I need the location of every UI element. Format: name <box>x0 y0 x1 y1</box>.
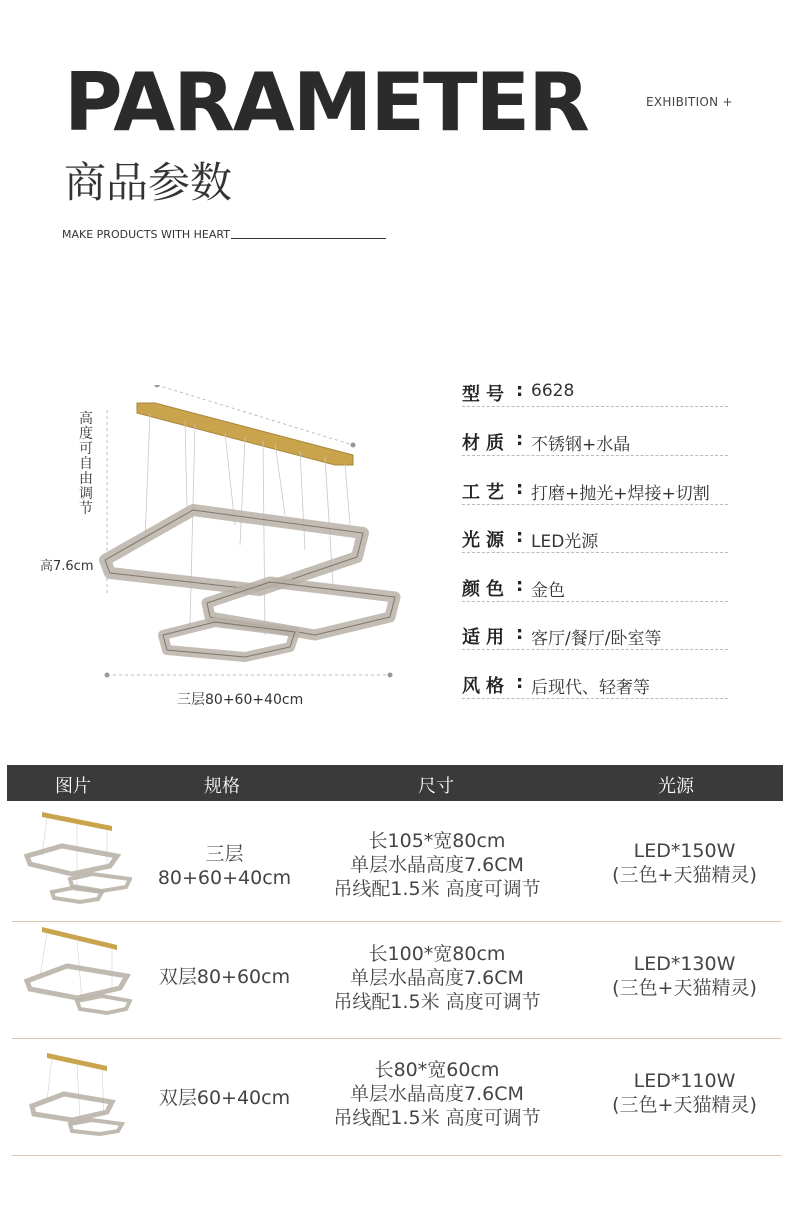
spec-row-craft: 工艺 : 打磨+抛光+焊接+切割 <box>462 476 728 505</box>
size-line: 吊线配1.5米 高度可调节 <box>333 991 541 1013</box>
column-header-picture: 图片 <box>55 776 91 797</box>
light-line: LED*110W <box>633 1070 736 1092</box>
product-thumbnail <box>22 921 132 1026</box>
size-line: 单层水晶高度7.6CM <box>350 967 524 989</box>
slogan-divider <box>231 238 386 239</box>
table-row <box>12 804 782 922</box>
row-light <box>597 1069 772 1117</box>
row-spec-line2: 80+60+40cm <box>157 867 292 889</box>
row-spec-line1: 双层80+60cm <box>158 966 291 988</box>
crystal-height-label: 高7.6cm <box>40 559 94 574</box>
column-header-light: 光源 <box>658 776 694 797</box>
page-subtitle: 商品参数 <box>64 158 233 207</box>
spec-value: 不锈钢+水晶 <box>531 435 631 455</box>
row-size <box>312 829 562 901</box>
light-line: LED*130W <box>633 953 736 975</box>
spec-key: 适用 <box>462 627 510 648</box>
row-light <box>597 952 772 1000</box>
spec-key: 颜色 <box>462 579 510 600</box>
spec-value: 打磨+抛光+焊接+切割 <box>531 484 710 504</box>
page-title: PARAMETER <box>64 56 588 149</box>
size-line: 长100*宽80cm <box>368 943 506 965</box>
product-thumbnail <box>22 1038 132 1143</box>
size-line: 吊线配1.5米 高度可调节 <box>333 1107 541 1129</box>
size-line: 长80*宽60cm <box>374 1059 500 1081</box>
slogan: MAKE PRODUCTS WITH HEART <box>62 228 230 241</box>
table-row <box>12 921 782 1039</box>
spec-row-usage: 适用 : 客厅/餐厅/卧室等 <box>462 621 728 650</box>
light-line: (三色+天猫精灵) <box>612 864 757 886</box>
size-line: 长105*宽80cm <box>368 830 506 852</box>
spec-key: 光源 <box>462 530 510 551</box>
spec-key: 工艺 <box>462 482 510 503</box>
spec-row-model: 型号 : 6628 <box>462 378 728 407</box>
chandelier-image <box>95 385 415 690</box>
table-header <box>7 765 783 801</box>
table-row <box>12 1038 782 1156</box>
row-spec <box>152 1086 297 1110</box>
product-thumbnail <box>22 804 132 909</box>
spec-row-color: 颜色 : 金色 <box>462 573 728 602</box>
row-size <box>312 942 562 1014</box>
spec-key: 风格 <box>462 676 510 697</box>
size-line: 单层水晶高度7.6CM <box>350 854 524 876</box>
spec-row-style: 风格 : 后现代、轻奢等 <box>462 670 728 699</box>
light-line: (三色+天猫精灵) <box>612 977 757 999</box>
row-spec-line1: 双层60+40cm <box>158 1087 291 1109</box>
spec-value: 6628 <box>531 381 575 401</box>
row-spec <box>152 965 297 989</box>
size-line: 吊线配1.5米 高度可调节 <box>333 878 541 900</box>
column-header-spec: 规格 <box>204 776 240 797</box>
spec-row-material: 材质 : 不锈钢+水晶 <box>462 427 728 456</box>
row-spec-line1: 三层 <box>205 843 244 865</box>
row-light <box>597 839 772 887</box>
light-line: (三色+天猫精灵) <box>612 1094 757 1116</box>
spec-key: 材质 <box>462 433 510 454</box>
light-line: LED*150W <box>633 840 736 862</box>
width-label: 三层80+60+40cm <box>177 692 304 708</box>
column-header-size: 尺寸 <box>418 776 454 797</box>
height-adjustable-label: 高度可自由调节 <box>79 411 93 517</box>
spec-value: 客厅/餐厅/卧室等 <box>531 629 662 649</box>
row-size <box>312 1058 562 1130</box>
spec-key: 型号 <box>462 384 510 405</box>
row-spec <box>152 842 297 890</box>
spec-value: LED光源 <box>531 532 599 552</box>
spec-row-light-source: 光源 : LED光源 <box>462 524 728 553</box>
exhibition-label: EXHIBITION + <box>646 95 733 109</box>
spec-value: 后现代、轻奢等 <box>531 678 650 698</box>
spec-value: 金色 <box>531 581 565 601</box>
size-line: 单层水晶高度7.6CM <box>350 1083 524 1105</box>
